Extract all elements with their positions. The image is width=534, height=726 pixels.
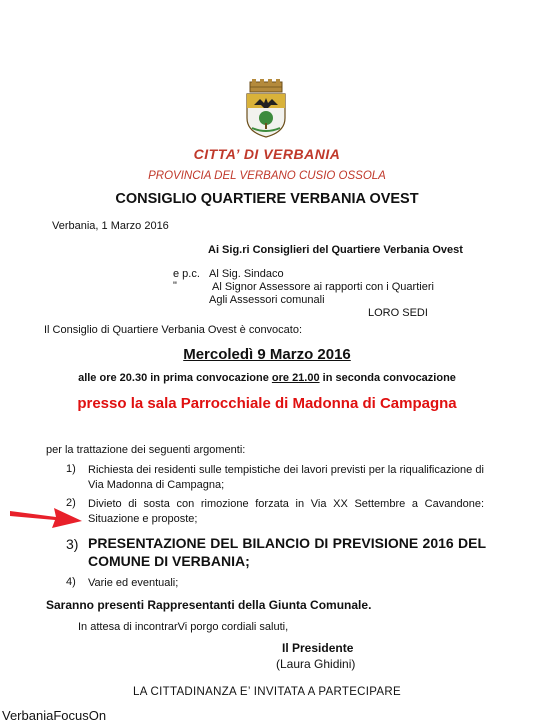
date-line: Verbania, 1 Marzo 2016	[52, 220, 169, 232]
president-name: (Laura Ghidini)	[276, 657, 356, 671]
cc-recipient-mayor: Al Sig. Sindaco	[209, 268, 284, 280]
agenda-intro: per la trattazione dei seguenti argomenti:	[46, 444, 246, 456]
convocation-text: Il Consiglio di Quartiere Verbania Ovest è convocato:	[44, 324, 303, 336]
agenda-item-number: 4)	[66, 576, 76, 588]
president-title: Il Presidente	[282, 641, 354, 655]
primary-recipient: Ai Sig.ri Consiglieri del Quartiere Verbania Ovest	[208, 244, 463, 256]
city-title: CITTA’ DI VERBANIA	[193, 146, 341, 162]
coat-of-arms-icon	[244, 78, 288, 138]
time-second: in seconda convocazione	[322, 372, 456, 384]
meeting-date: Mercoledì 9 Marzo 2016	[183, 346, 351, 363]
cc-recipient-assessor: Al Signor Assessore ai rapporti con i Quartieri	[212, 281, 434, 293]
public-invitation: LA CITTADINANZA E’ INVITATA A PARTECIPARE	[133, 686, 401, 698]
cc-recipient-assessors: Agli Assessori comunali	[209, 294, 325, 306]
ditto-mark: "	[173, 280, 177, 292]
loro-sedi: LORO SEDI	[368, 307, 428, 319]
agenda-item-number: 3)	[66, 536, 79, 552]
agenda-item-text: Richiesta dei residenti sulle tempistiche dei lavori previsti per la riqualificazione di Via Madonna di Campagna;	[88, 464, 484, 491]
cc-label: e p.c.	[173, 268, 200, 280]
meeting-times	[0, 372, 534, 384]
council-heading: CONSIGLIO QUARTIERE VERBANIA OVEST	[115, 191, 419, 207]
greeting: In attesa di incontrarVi porgo cordiali saluti,	[78, 621, 289, 633]
agenda-item-text: Divieto di sosta con rimozione forzata in Via XX Settembre a Cavandone: Situazione e proposte;	[88, 498, 484, 525]
agenda-item-number: 1)	[66, 463, 76, 475]
agenda-item-text: PRESENTAZIONE DEL BILANCIO DI PREVISIONE 2016 DEL COMUNE DI VERBANIA;	[88, 535, 486, 569]
agenda-item-number: 2)	[66, 497, 76, 509]
red-arrow-icon	[8, 505, 82, 529]
province-subtitle: PROVINCIA DEL VERBANO CUSIO OSSOLA	[148, 170, 386, 182]
watermark: VerbaniaFocusOn	[2, 708, 107, 723]
meeting-venue: presso la sala Parrocchiale di Madonna di Campagna	[77, 395, 457, 412]
representatives-note: Saranno presenti Rappresentanti della Giunta Comunale.	[46, 598, 372, 612]
time-second-hour: ore 21.00	[271, 372, 320, 384]
agenda-item-text: Varie ed eventuali;	[88, 577, 179, 589]
time-first: alle ore 20.30 in prima convocazione	[78, 372, 269, 384]
